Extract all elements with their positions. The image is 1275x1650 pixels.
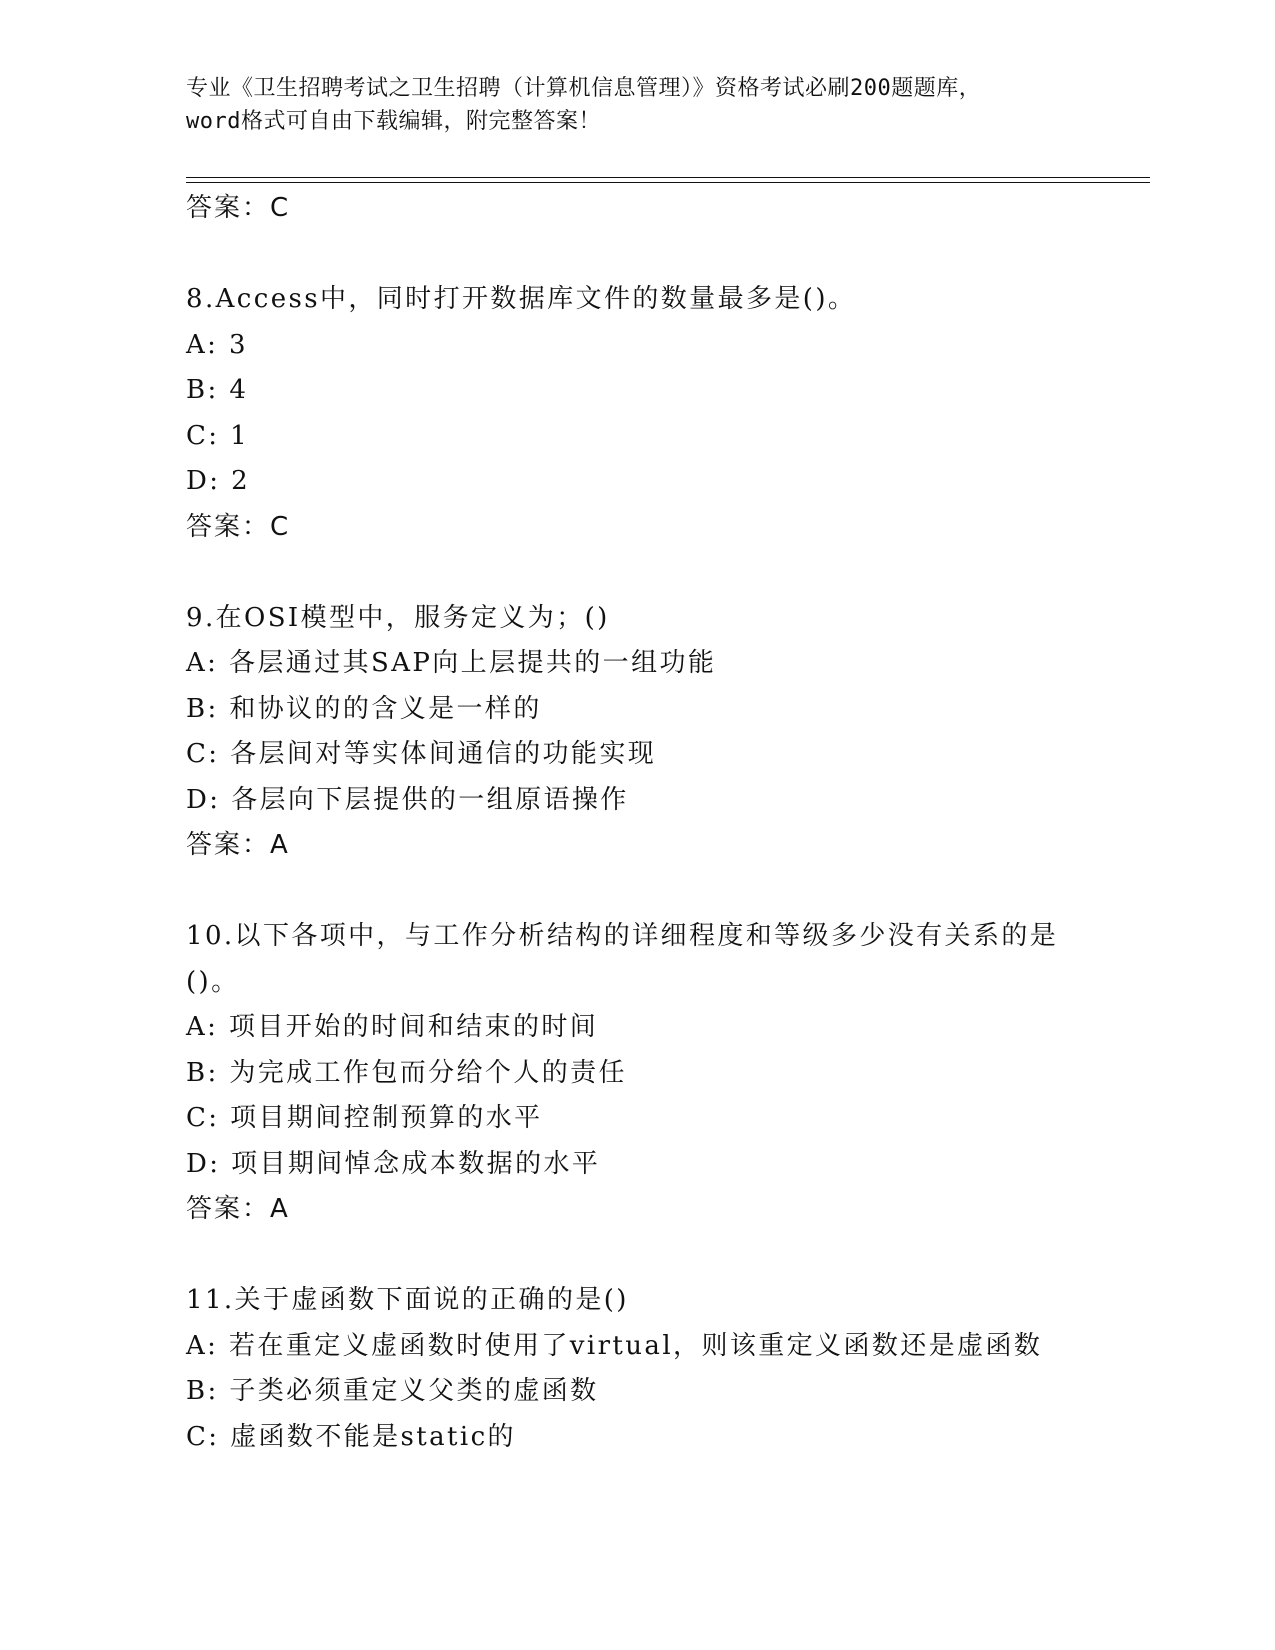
question-stem-continued: ()。 bbox=[186, 966, 240, 997]
option-c: C: 1 bbox=[186, 420, 250, 451]
option-a: A: 3 bbox=[186, 329, 248, 360]
option-a: A: 项目开始的时间和结束的时间 bbox=[186, 1012, 599, 1042]
spacer bbox=[186, 232, 1086, 278]
spacer bbox=[186, 869, 1086, 915]
previous-answer: 答案：C bbox=[186, 193, 291, 223]
document-header bbox=[186, 72, 1086, 138]
option-a: A: 若在重定义虚函数时使用了virtual，则该重定义函数还是虚函数 bbox=[186, 1330, 1043, 1361]
question-stem: 8.Access中，同时打开数据库文件的数量最多是()。 bbox=[186, 284, 857, 314]
spacer bbox=[186, 1233, 1086, 1279]
question-stem: 11.关于虚函数下面说的正确的是() bbox=[186, 1285, 629, 1315]
option-b: B: 子类必须重定义父类的虚函数 bbox=[186, 1376, 599, 1406]
question-stem: 9.在OSI模型中，服务定义为；() bbox=[186, 602, 610, 633]
option-b: B: 4 bbox=[186, 375, 249, 405]
option-c: C: 项目期间控制预算的水平 bbox=[186, 1103, 543, 1133]
option-c: C: 各层间对等实体间通信的功能实现 bbox=[186, 739, 657, 769]
header-divider-top bbox=[186, 177, 1150, 178]
option-a: A: 各层通过其SAP向上层提共的一组功能 bbox=[186, 648, 717, 678]
answer-label: 答案：A bbox=[186, 830, 290, 860]
option-c: C: 虚函数不能是static的 bbox=[186, 1421, 516, 1452]
question-8 bbox=[186, 277, 1086, 550]
question-10 bbox=[186, 914, 1086, 1233]
answer-label: 答案：C bbox=[186, 511, 291, 542]
option-d: D: 各层向下层提供的一组原语操作 bbox=[186, 784, 629, 815]
option-d: D: 项目期间悼念成本数据的水平 bbox=[186, 1148, 601, 1179]
spacer bbox=[186, 550, 1086, 596]
option-b: B: 和协议的的含义是一样的 bbox=[186, 693, 542, 724]
header-divider-bottom bbox=[186, 182, 1150, 183]
question-9 bbox=[186, 596, 1086, 869]
question-list bbox=[186, 186, 1086, 1460]
answer-label: 答案：A bbox=[186, 1194, 290, 1224]
option-d: D: 2 bbox=[186, 466, 251, 496]
header-title-line-2: word格式可自由下载编辑，附完整答案！ bbox=[186, 109, 601, 134]
question-11 bbox=[186, 1278, 1086, 1460]
header-title-line-1: 专业《卫生招聘考试之卫生招聘（计算机信息管理）》资格考试必刷200题题库， bbox=[186, 76, 982, 101]
option-b: B: 为完成工作包而分给个人的责任 bbox=[186, 1057, 627, 1088]
question-stem: 10.以下各项中，与工作分析结构的详细程度和等级多少没有关系的是 bbox=[186, 921, 1059, 951]
